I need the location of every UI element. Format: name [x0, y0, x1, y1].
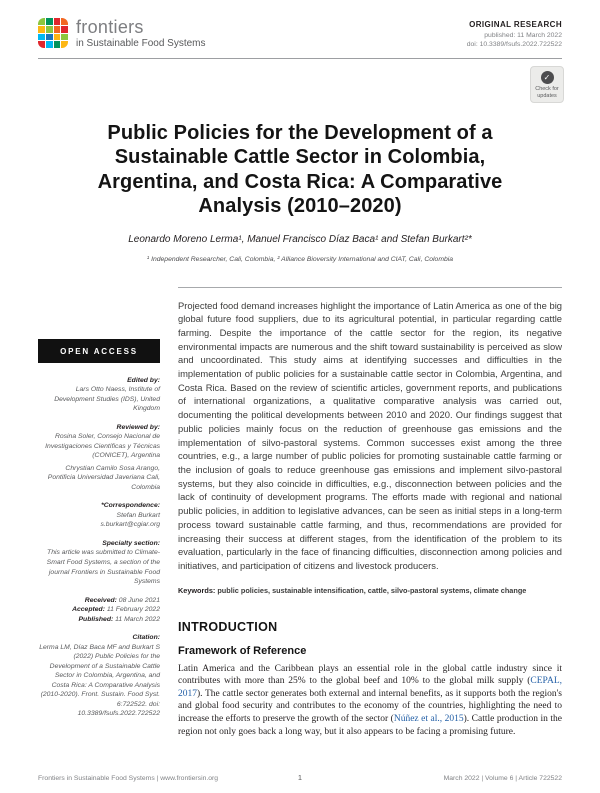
main-column	[178, 287, 562, 739]
citation-link[interactable]: CEPAL, 2017	[178, 676, 562, 699]
journal-header	[38, 18, 562, 50]
affiliations-line: ¹ Independent Researcher, Cali, Colombia, ² Alliance Bioversity International and CIAT, Cali, Colombia	[146, 255, 454, 263]
reviewed-by-block	[38, 423, 160, 493]
article-title: Public Policies for the Development of a Sustainable Cattle Sector in Colombia, Argentina, and Costa Rica: A Comparative Analysis (2010–2020)	[97, 122, 503, 218]
published-date-sidebar: Published: 11 March 2022	[78, 615, 160, 623]
brand-text	[76, 18, 206, 50]
brand-subtitle: in Sustainable Food Systems	[76, 38, 206, 49]
editorial-sidebar	[38, 287, 160, 739]
citation-text: Lerma LM, Díaz Baca MF and Burkart S (2022) Public Policies for the Development of a Sustainable Cattle Sector in Colombia, Argentina, and Costa Rica: A Comparative Analysis (2010-2020). Front. Sustain. Food Syst. 6:722522. doi: 10.3389/fsufs.2022.722522	[39, 643, 160, 718]
intro-text-segment: Latin America and the Caribbean plays an essential role in the global cattle industry since it contributes with more than 25% to the global beef and 10% to the global milk supply (	[178, 663, 562, 687]
received-date: Received: 08 June 2021	[84, 596, 160, 604]
edited-by-block	[38, 376, 160, 414]
section-heading-introduction: INTRODUCTION	[178, 619, 278, 634]
history-dates-block	[38, 596, 160, 625]
frontiers-logo-icon	[38, 18, 68, 48]
intro-text-segment: ). Cattle production in the region not only goes back a long way, but it also appears to be facing a promising future.	[178, 713, 562, 737]
reviewer-name: Rosina Soler, Consejo Nacional de Investigaciones Científicas y Técnicas (CONICET), Argentina	[45, 433, 160, 460]
accepted-date: Accepted: 11 February 2022	[72, 606, 160, 614]
abstract-text: Projected food demand increases highlight the importance of Latin America as one of the big global future food suppliers, due to its agricultural potential, in particular regarding cattle farming. Despite the importance of the cattle sector for the region, its negative environmental impacts are numerous and the shift toward sustainability is perceived as slow and uncoordinated. This study aims at identifying successes and difficulties in the implementation of public policies for a sustainable cattle sector in Colombia, Argentina, and Costa Rica. Based on the review of scientific articles, government reports, and publications of international organizations, a qualitative comparative analysis was carried out, documenting the political developments between 2010 and 2020. Our findings suggest that public policies mainly focus on the reduction of greenhouse gas emissions and the implementation of silvo-pastoral systems. Common successes exist among the three countries, e.g., a large number of public policies for promoting sustainable cattle farming or the inclusion of goals to reduce greenhouse gas emissions and implement silvo-pastoral systems, but they also coincide in difficulties, e.g., disconnection between policies and the lack of continuity of development programs. The efforts made with regional and national public policies, in addition to legislative advances, can be seen as initial steps in a long-term process toward sustainable cattle farming, and thus, recommendations are provided for increasing their success at different stages, from the identification of the problem to its evaluation, particularly in the face of financing difficulties, disconnection among policies and initiatives, and participation of citizens and livestock producers.	[178, 299, 562, 571]
intro-text-segment: ). The cattle sector generates both external and internal benefits, as it supports both the region's and global food security and contributes to the economy of the countries, highlighting the need to increase the efforts to preserve the growth of the sector (	[178, 688, 562, 724]
brand-name: frontiers	[76, 17, 144, 37]
citation-label: Citation:	[132, 634, 160, 642]
correspondence-label: *Correspondence:	[101, 502, 160, 510]
publication-meta	[467, 18, 562, 48]
editor-name: Lars Otto Naess, Institute of Development Studies (IDS), United Kingdom	[54, 386, 160, 413]
article-type-label: ORIGINAL RESEARCH	[469, 20, 562, 29]
reviewer-name: Chrystian Camilo Sosa Arango, Pontificia Universidad Javeriana Cali, Colombia	[47, 464, 160, 491]
intro-paragraph	[178, 663, 562, 739]
correspondence-name: Stefan Burkart	[116, 511, 160, 519]
authors-line: Leonardo Moreno Lerma¹, Manuel Francisco Díaz Baca¹ and Stefan Burkart²*	[128, 233, 472, 245]
keywords-line	[178, 586, 562, 597]
keywords-label: Keywords:	[178, 585, 216, 595]
footer-journal-url[interactable]: Frontiers in Sustainable Food Systems | www.frontiersin.org	[38, 775, 219, 782]
citation-link[interactable]: Núñez et al., 2015	[393, 713, 464, 724]
reviewed-by-label: Reviewed by:	[116, 423, 160, 431]
subsection-heading-framework: Framework of Reference	[178, 644, 307, 657]
correspondence-block	[38, 501, 160, 530]
specialty-section-label: Specialty section:	[102, 539, 160, 547]
journal-brand[interactable]	[38, 18, 206, 50]
correspondence-email[interactable]: s.burkart@cgiar.org	[100, 521, 160, 529]
content-area	[38, 287, 562, 739]
crossmark-icon: ✓	[541, 71, 554, 84]
check-for-updates-badge[interactable]	[530, 66, 564, 103]
keywords-terms: public policies, sustainable intensification, cattle, silvo-pastoral systems, climate change	[217, 585, 527, 595]
published-date: published: 11 March 2022	[484, 31, 562, 39]
open-access-badge: OPEN ACCESS	[38, 339, 160, 363]
specialty-section-block	[38, 539, 160, 587]
header-divider	[38, 58, 562, 59]
specialty-section-text: This article was submitted to Climate-Smart Food Systems, a section of the journal Frontiers in Sustainable Food Systems	[46, 549, 160, 586]
check-updates-label: Check for updates	[535, 86, 559, 99]
edited-by-label: Edited by:	[127, 376, 160, 384]
doi-line[interactable]: doi: 10.3389/fsufs.2022.722522	[466, 41, 562, 48]
footer-issue-info: March 2022 | Volume 6 | Article 722522	[443, 775, 562, 782]
page-footer	[38, 773, 562, 782]
page-number: 1	[297, 773, 303, 782]
citation-block	[38, 633, 160, 719]
